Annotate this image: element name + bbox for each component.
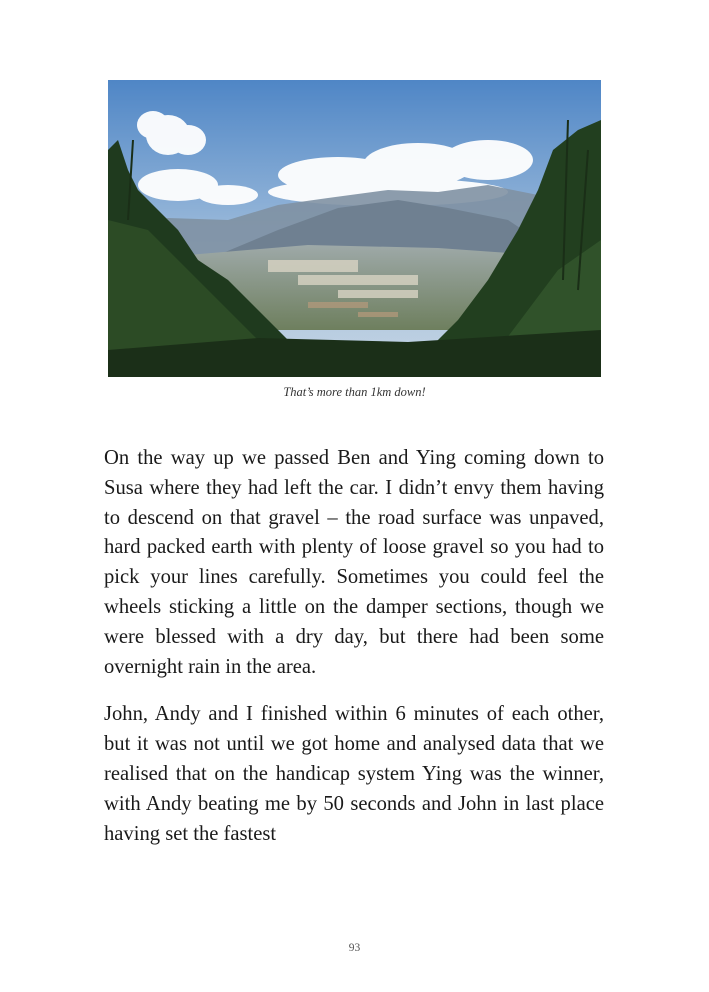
page-number: 93: [348, 942, 361, 954]
paragraph: John, Andy and I finished within 6 minutes of each other, but it was not until we got home and analysed data that we realised that on the handicap system Ying was the winner, with Andy beating me by 50 seconds and John in last place having set the fastest: [104, 703, 604, 845]
photo-caption: That’s more than 1km down!: [283, 385, 426, 399]
mountain-valley-photo: [108, 80, 601, 377]
paragraph: On the way up we passed Ben and Ying coming down to Susa where they had left the car. I didn’t envy them having to descend on that gravel – the road surface was unpaved, hard packed earth with plenty of loose gravel so you had to pick your lines carefully. Sometimes you could feel the wheels sticking a little on the damper sections, though we were blessed with a dry day, but there had been some overnight rain in the area.: [104, 447, 604, 678]
body-text: [104, 444, 604, 867]
